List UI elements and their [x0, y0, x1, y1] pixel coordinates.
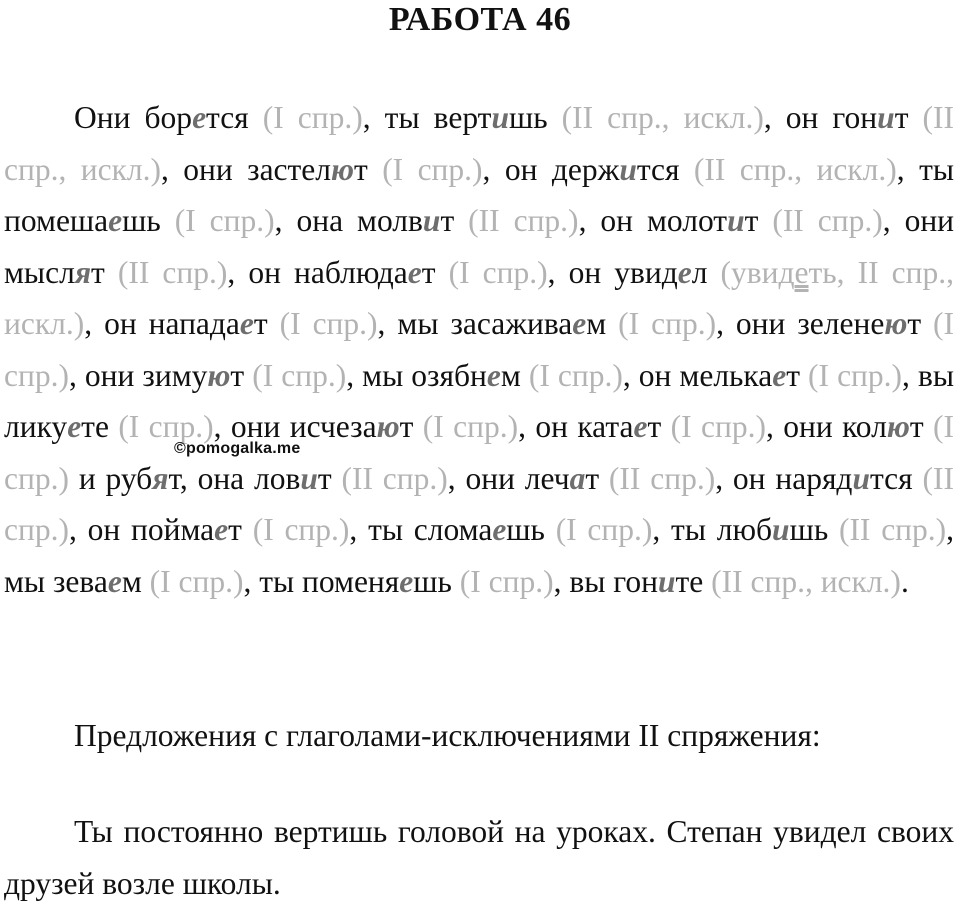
- verb-stem: он увид: [568, 254, 678, 290]
- conjugation-note: (II спр., искл.): [711, 563, 901, 599]
- verb-entry: [74, 100, 385, 135]
- verb-stem: вы лику: [4, 357, 955, 444]
- verb-entry: [465, 461, 732, 496]
- conjugation-note: (I спр.): [459, 563, 554, 599]
- conjugation-note: (II спр., искл.): [4, 100, 955, 187]
- verb-suffix: т: [744, 203, 773, 238]
- punctuation: [69, 461, 79, 496]
- stressed-letter: е: [794, 254, 809, 290]
- punctuation: ,: [553, 563, 570, 599]
- verb-suffix: т: [647, 409, 671, 444]
- verb-stem: ты помеша: [4, 151, 954, 238]
- verb-ending: и: [852, 460, 870, 496]
- verb-ending: ю: [884, 306, 908, 341]
- verb-stem: ты люб: [671, 512, 773, 547]
- verb-entry: [231, 409, 535, 444]
- verb-stem: мы зева: [4, 563, 108, 599]
- verb-ending: и: [657, 563, 676, 599]
- verb-suffix: тся: [206, 100, 263, 135]
- punctuation: ,: [902, 357, 918, 393]
- verb-suffix: т: [440, 203, 469, 238]
- verb-stem: он напада: [104, 306, 240, 341]
- punctuation: ,: [882, 203, 905, 238]
- verb-stem: он ката: [535, 409, 634, 444]
- conjugation-note: (I спр.): [448, 254, 548, 290]
- verb-stem: они леч: [465, 460, 570, 496]
- note-part: (увид: [720, 254, 795, 290]
- conjugation-note: (I спр.): [174, 203, 275, 238]
- verb-entry: [397, 306, 736, 341]
- punctuation: ,: [68, 357, 85, 393]
- verb-suffix: т: [253, 306, 280, 341]
- verb-ending: и: [422, 203, 441, 238]
- verb-entry: [248, 255, 568, 290]
- verb-suffix: т: [909, 409, 933, 444]
- verb-stem: они исчеза: [230, 409, 377, 444]
- conjugation-note: (II спр.): [838, 512, 947, 547]
- verb-ending: и: [727, 203, 745, 238]
- punctuation: ,: [84, 306, 105, 341]
- verb-entry: [4, 564, 259, 599]
- verb-ending: е: [107, 563, 122, 599]
- verb-suffix: шь: [508, 100, 562, 135]
- verb-entry: [259, 564, 569, 599]
- note-part: ть, II спр., искл.): [4, 254, 954, 341]
- verb-ending: ю: [207, 357, 231, 393]
- verb-ending: е: [772, 357, 787, 393]
- punctuation: ,: [243, 563, 260, 599]
- verb-suffix: шь: [789, 512, 839, 547]
- verb-ending: и: [300, 460, 318, 496]
- verb-ending: е: [677, 254, 692, 290]
- punctuation: ,: [377, 306, 398, 341]
- conjugation-note: (I спр.): [279, 306, 378, 341]
- verb-suffix: т: [228, 512, 253, 547]
- conjugation-note: (I спр.): [528, 357, 623, 393]
- verb-stem: он наряд: [732, 460, 853, 496]
- verb-ending: е: [108, 203, 123, 238]
- verb-suffix: т: [421, 254, 449, 290]
- verb-suffix: т: [907, 306, 934, 341]
- punctuation: ,: [160, 151, 184, 187]
- verb-ending: е: [572, 306, 587, 341]
- verb-stem: он пойма: [87, 512, 215, 547]
- verb-suffix: шь: [506, 512, 556, 547]
- verb-suffix: те: [675, 563, 712, 599]
- verb-suffix: т: [786, 357, 809, 393]
- verb-stem: они застел: [183, 151, 332, 187]
- verb-stem: она лов: [197, 460, 301, 496]
- punctuation: ,: [227, 254, 249, 290]
- verb-ending: и: [772, 512, 790, 547]
- conjugation-note: (I спр.): [618, 306, 717, 341]
- verb-entry: [362, 358, 639, 393]
- verb-entry: [569, 564, 908, 599]
- punctuation: ,: [482, 151, 505, 187]
- verb-ending: е: [399, 563, 414, 599]
- verb-ending: ю: [331, 151, 355, 187]
- section-heading: Предложения с глаголами-исключениями II спряжения:: [74, 718, 821, 753]
- punctuation: ,: [362, 100, 385, 135]
- verb-ending: е: [492, 512, 507, 547]
- verb-suffix: т: [354, 151, 383, 187]
- verb-ending: и: [619, 151, 637, 187]
- punctuation: ,: [447, 460, 466, 496]
- punctuation: ,: [518, 409, 536, 444]
- conjugation-note: (I спр.): [252, 357, 347, 393]
- exercise-text: [4, 92, 954, 607]
- watermark: ©pomogalka.me: [174, 440, 301, 457]
- verb-entry: [639, 358, 918, 393]
- punctuation: ,: [213, 409, 231, 444]
- verb-ending: е: [486, 357, 501, 393]
- punctuation: ,: [547, 254, 569, 290]
- punctuation: ,: [652, 512, 672, 547]
- verb-stem: они зелене: [735, 306, 885, 341]
- conjugation-note: (I спр.): [555, 512, 653, 547]
- verb-stem: он молот: [600, 203, 728, 238]
- verb-stem: ты слома: [368, 512, 493, 547]
- conjugation-note: (I спр.): [118, 409, 214, 444]
- verb-stem: ты поменя: [259, 563, 400, 599]
- verb-suffix: т: [91, 254, 118, 290]
- conjugation-note: (II спр.): [117, 254, 228, 290]
- verb-suffix: м: [500, 357, 529, 393]
- punctuation: ,: [349, 512, 369, 547]
- conjugation-note: (I спр.): [670, 409, 766, 444]
- punctuation: ,: [68, 512, 88, 547]
- verb-stem: они мысл: [4, 203, 955, 290]
- verb-stem: вы гон: [569, 563, 658, 599]
- verb-stem: он гон: [785, 100, 878, 135]
- verb-suffix: шь: [413, 563, 460, 599]
- conjugation-note: (II спр., искл.): [561, 100, 764, 135]
- verb-stem: мы засажива: [397, 306, 573, 341]
- verb-entry: [505, 152, 919, 187]
- conjugation-note: (I спр.): [382, 151, 483, 187]
- conjugation-note: (II спр.): [468, 203, 579, 238]
- punctuation: ,: [716, 306, 736, 341]
- punctuation: ,: [274, 203, 297, 238]
- verb-ending: и: [877, 100, 895, 135]
- conjugation-note: (I спр.): [262, 100, 363, 135]
- verb-entry: [79, 461, 198, 496]
- conjugation-note: (I спр.): [4, 306, 955, 393]
- verb-stem: он наблюда: [248, 254, 408, 290]
- conjugation-note: (I спр.): [149, 563, 244, 599]
- punctuation: ,: [578, 203, 601, 238]
- verb-suffix: т: [317, 460, 342, 496]
- punctuation: ,: [765, 409, 784, 444]
- conjugation-note: (I спр.): [808, 357, 903, 393]
- verb-entry: [198, 461, 466, 496]
- verb-stem: он держ: [504, 151, 620, 187]
- verb-stem: мы озябн: [362, 357, 487, 393]
- verb-suffix: те: [81, 409, 119, 444]
- verb-ending: я: [74, 254, 92, 290]
- verb-entry: [368, 512, 671, 547]
- punctuation: .: [900, 563, 909, 599]
- punctuation: ,: [622, 357, 639, 393]
- punctuation: ,: [763, 100, 786, 135]
- conjugation-note: (II спр.): [341, 460, 448, 496]
- example-sentences: Ты постоянно вертишь головой на уроках. Степан увидел своих друзей возле школы.: [4, 814, 954, 901]
- verb-suffix: т: [894, 100, 923, 135]
- verb-suffix: л: [691, 254, 721, 290]
- verb-entry: [88, 512, 368, 547]
- verb-ending: и: [491, 100, 509, 135]
- verb-stem: она молв: [296, 203, 423, 238]
- verb-stem: и руб: [78, 460, 153, 496]
- punctuation: ,: [715, 460, 733, 496]
- verb-entry: [535, 409, 783, 444]
- verb-stem: ты верт: [384, 100, 492, 135]
- verb-entry: [85, 358, 362, 393]
- verb-suffix: тся: [636, 151, 694, 187]
- verb-suffix: т: [168, 460, 180, 496]
- verb-suffix: т: [585, 460, 609, 496]
- verb-entry: [671, 512, 954, 547]
- conjugation-note: (I спр.): [422, 409, 519, 444]
- verb-ending: е: [633, 409, 648, 444]
- verb-entry: [296, 203, 600, 238]
- conjugation-note: (I спр.): [4, 409, 954, 496]
- verb-entry: [385, 100, 786, 135]
- verb-ending: ю: [886, 409, 910, 444]
- punctuation: ,: [179, 460, 198, 496]
- verb-entry: [104, 306, 397, 341]
- verb-ending: ю: [376, 409, 400, 444]
- punctuation: ,: [946, 512, 955, 547]
- verb-ending: е: [407, 254, 422, 290]
- verb-ending: я: [152, 460, 169, 496]
- verb-ending: а: [569, 460, 586, 496]
- verb-stem: Они бор: [74, 100, 193, 135]
- verb-ending: е: [239, 306, 254, 341]
- page-title: РАБОТА 46: [388, 1, 572, 38]
- verb-stem: они зиму: [84, 357, 208, 393]
- verb-suffix: т: [230, 357, 253, 393]
- verb-suffix: м: [586, 306, 619, 341]
- verb-suffix: м: [121, 563, 150, 599]
- verb-suffix: шь: [122, 203, 175, 238]
- verb-suffix: тся: [870, 460, 923, 496]
- verb-ending: е: [67, 409, 82, 444]
- conjugation-note: (II спр.): [4, 460, 954, 547]
- punctuation: ,: [896, 151, 920, 187]
- verb-suffix: т: [399, 409, 423, 444]
- verb-entry: [600, 203, 904, 238]
- verb-stem: он мелька: [638, 357, 773, 393]
- conjugation-note: (II спр., искл.): [693, 151, 897, 187]
- verb-entry: [183, 152, 505, 187]
- conjugation-note: (II спр.): [608, 460, 716, 496]
- punctuation: ,: [346, 357, 363, 393]
- verb-stem: они кол: [783, 409, 887, 444]
- conjugation-note: (I спр.): [252, 512, 350, 547]
- verb-ending: е: [192, 100, 207, 135]
- verb-ending: е: [214, 512, 229, 547]
- conjugation-note: (II спр.): [772, 203, 883, 238]
